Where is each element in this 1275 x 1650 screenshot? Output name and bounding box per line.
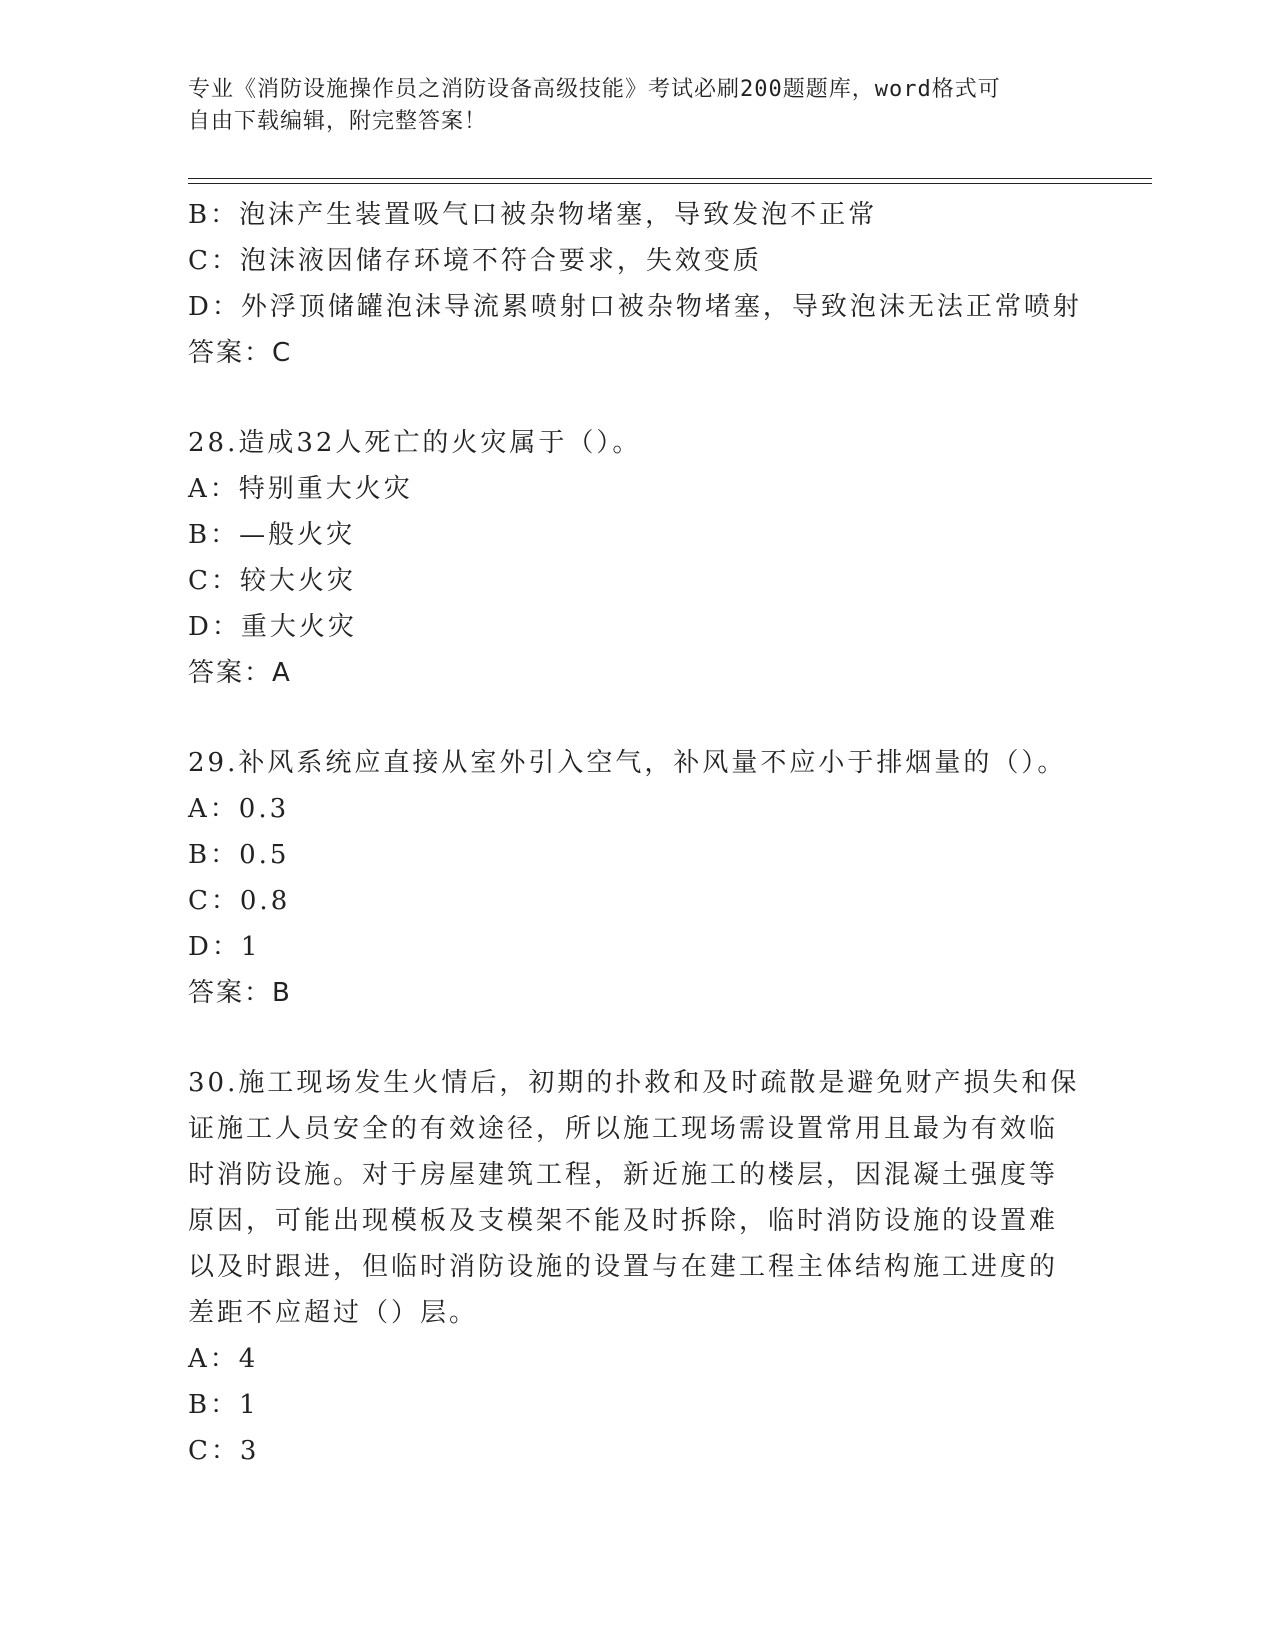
option-d: D：重大火灾: [188, 612, 357, 642]
spacer: [188, 376, 1068, 420]
option-c: C：较大火灾: [188, 566, 356, 596]
question-stem-line: 30.施工现场发生火情后，初期的扑救和及时疏散是避免财产损失和保: [188, 1068, 1080, 1098]
option-c: C：泡沫液因储存环境不符合要求，失效变质: [188, 246, 762, 276]
option-a: A：0.3: [188, 794, 290, 824]
answer-line: 答案：C: [188, 338, 293, 368]
answer-line: 答案：B: [188, 978, 292, 1008]
question-stem-line: 差距不应超过（）层。: [188, 1298, 479, 1328]
page-header: [188, 74, 1068, 138]
question-stem: 29.补风系统应直接从室外引入空气，补风量不应小于排烟量的（）。: [188, 748, 1067, 778]
option-c: C：0.8: [188, 886, 291, 916]
question-stem-line: 证施工人员安全的有效途径，所以施工现场需设置常用且最为有效临: [188, 1114, 1059, 1144]
option-a: A：特别重大火灾: [188, 474, 413, 504]
option-b: B：泡沫产生装置吸气口被杂物堵塞，导致发泡不正常: [188, 200, 878, 230]
document-body: [188, 192, 1082, 1474]
question-28: [188, 420, 1068, 696]
question-stem-line: 时消防设施。对于房屋建筑工程，新近施工的楼层，因混凝土强度等: [188, 1160, 1059, 1190]
question-29: [188, 740, 1068, 1016]
spacer: [188, 1016, 1068, 1060]
answer-line: 答案：A: [188, 658, 292, 688]
question-stem: 28.造成32人死亡的火灾属于（）。: [188, 428, 642, 458]
option-b: B：1: [188, 1390, 259, 1420]
option-a: A：4: [188, 1344, 259, 1374]
option-b: B：—般火灾: [188, 520, 356, 550]
question-stem-line: 以及时跟进，但临时消防设施的设置与在建工程主体结构施工进度的: [188, 1252, 1059, 1282]
header-divider-bottom: [188, 183, 1152, 184]
option-b: B：0.5: [188, 840, 290, 870]
spacer: [188, 696, 1068, 740]
question-27: [188, 192, 1082, 376]
option-d: D：外浮顶储罐泡沫导流累喷射口被杂物堵塞，导致泡沫无法正常喷射: [188, 292, 1082, 322]
header-line-2: 自由下载编辑，附完整答案！: [188, 109, 488, 134]
question-30: [188, 1060, 1080, 1474]
header-divider-top: [188, 178, 1152, 179]
option-d: D：1: [188, 932, 261, 962]
question-stem-line: 原因，可能出现模板及支模架不能及时拆除，临时消防设施的设置难: [188, 1206, 1059, 1236]
option-c: C：3: [188, 1436, 260, 1466]
header-line-1: 专业《消防设施操作员之消防设备高级技能》考试必刷200题题库，word格式可: [188, 77, 1001, 102]
